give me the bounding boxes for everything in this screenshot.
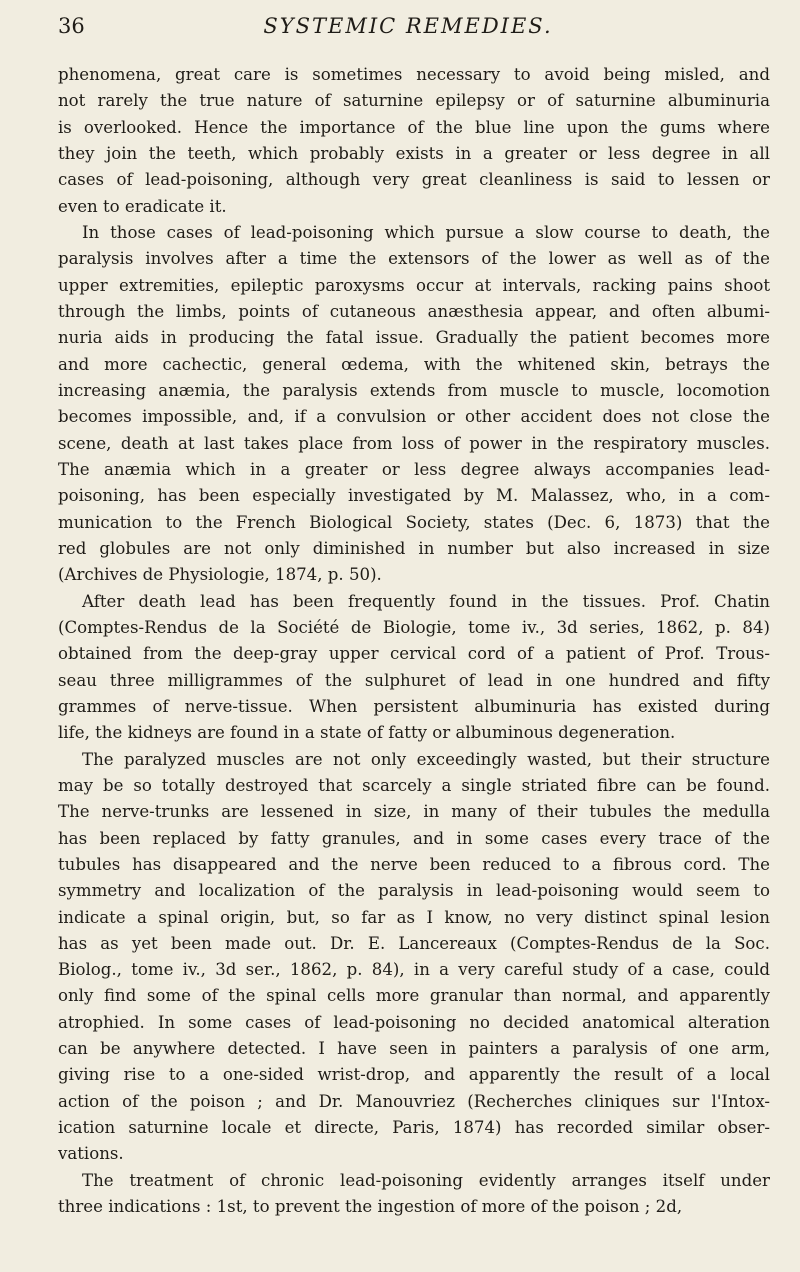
text-line: upper extremities, epileptic paroxysms occur at intervals, racking pains shoot bbox=[58, 275, 770, 295]
text-line: scene, death at last takes place from loss of power in the respiratory muscles. bbox=[58, 433, 770, 453]
text-line: symmetry and localization of the paralysis in lead-poisoning would seem to bbox=[58, 881, 770, 901]
text-line: and more cachectic, general œdema, with the whitened skin, betrays the bbox=[58, 354, 770, 374]
text-line: After death lead has been frequently found in the tissues. Prof. Chatin bbox=[82, 591, 770, 611]
text-line: (Comptes-Rendus de la Société de Biologie, tome iv., 3d series, 1862, p. 84) bbox=[58, 617, 770, 637]
paragraph bbox=[58, 589, 770, 747]
paragraph bbox=[58, 1168, 770, 1221]
text-line: red globules are not only diminished in number but also increased in size bbox=[58, 538, 770, 558]
text-line: indicate a spinal origin, but, so far as I know, no very distinct spinal lesion bbox=[58, 907, 770, 927]
text-line: only find some of the spinal cells more granular than normal, and apparently bbox=[58, 986, 770, 1006]
text-line: not rarely the true nature of saturnine epilepsy or of saturnine albuminuria bbox=[58, 91, 770, 111]
text-line: Biolog., tome iv., 3d ser., 1862, p. 84), in a very careful study of a case, could bbox=[58, 960, 770, 980]
paragraph bbox=[58, 220, 770, 589]
text-line: through the limbs, points of cutaneous anæsthesia appear, and often albumi- bbox=[58, 301, 770, 321]
text-line: obtained from the deep-gray upper cervical cord of a patient of Prof. Trous- bbox=[58, 644, 770, 664]
paragraph bbox=[58, 62, 770, 220]
text-line: even to eradicate it. bbox=[58, 196, 227, 216]
text-line: vations. bbox=[58, 1144, 124, 1164]
text-line: ication saturnine locale et directe, Paris, 1874) has recorded similar obser- bbox=[58, 1118, 770, 1138]
text-line: can be anywhere detected. I have seen in painters a paralysis of one arm, bbox=[58, 1039, 770, 1059]
page-number: 36 bbox=[58, 14, 85, 38]
text-line: The treatment of chronic lead-poisoning evidently arranges itself under bbox=[82, 1170, 770, 1190]
text-line: has been replaced by fatty granules, and in some cases every trace of the bbox=[58, 828, 770, 848]
text-line: life, the kidneys are found in a state of fatty or albuminous degeneration. bbox=[58, 723, 676, 743]
text-line: paralysis involves after a time the extensors of the lower as well as of the bbox=[58, 249, 770, 269]
text-line: poisoning, has been especially investigated by M. Malassez, who, in a com- bbox=[58, 486, 770, 506]
text-line: The paralyzed muscles are not only exceedingly wasted, but their structure bbox=[82, 749, 770, 769]
text-line: may be so totally destroyed that scarcely a single striated fibre can be found. bbox=[58, 775, 770, 795]
text-line: nuria aids in producing the fatal issue. Gradually the patient becomes more bbox=[58, 328, 770, 348]
text-line: phenomena, great care is sometimes necessary to avoid being misled, and bbox=[58, 65, 770, 84]
text-line: (Archives de Physiologie, 1874, p. 50). bbox=[58, 565, 382, 585]
text-line: The nerve-trunks are lessened in size, in many of their tubules the medulla bbox=[58, 802, 770, 822]
text-line: they join the teeth, which probably exists in a greater or less degree in all bbox=[58, 143, 770, 163]
page-header bbox=[58, 14, 758, 40]
text-line: The anæmia which in a greater or less degree always accompanies lead- bbox=[58, 459, 770, 479]
paragraph bbox=[58, 747, 770, 1168]
text-line: has as yet been made out. Dr. E. Lancereaux (Comptes-Rendus de la Soc. bbox=[58, 933, 770, 953]
text-line: In those cases of lead-poisoning which pursue a slow course to death, the bbox=[82, 222, 770, 242]
body-text bbox=[58, 62, 770, 1220]
text-line: grammes of nerve-tissue. When persistent albuminuria has existed during bbox=[58, 696, 770, 716]
text-line: cases of lead-poisoning, although very great cleanliness is said to lessen or bbox=[58, 170, 770, 190]
text-line: three indications : 1st, to prevent the ingestion of more of the poison ; 2d, bbox=[58, 1197, 683, 1217]
text-line: munication to the French Biological Society, states (Dec. 6, 1873) that the bbox=[58, 512, 770, 532]
text-line: tubules has disappeared and the nerve been reduced to a fibrous cord. The bbox=[58, 854, 770, 874]
text-line: atrophied. In some cases of lead-poisoning no decided anatomical alteration bbox=[58, 1012, 770, 1032]
text-line: is overlooked. Hence the importance of the blue line upon the gums where bbox=[58, 117, 770, 137]
text-line: seau three milligrammes of the sulphuret of lead in one hundred and fifty bbox=[58, 670, 770, 690]
text-line: increasing anæmia, the paralysis extends from muscle to muscle, locomotion bbox=[58, 380, 770, 400]
text-line: becomes impossible, and, if a convulsion or other accident does not close the bbox=[58, 407, 770, 427]
running-head: SYSTEMIC REMEDIES. bbox=[263, 14, 553, 38]
text-line: giving rise to a one-sided wrist-drop, and apparently the result of a local bbox=[58, 1065, 770, 1085]
text-line: action of the poison ; and Dr. Manouvriez (Recherches cliniques sur l'Intox- bbox=[58, 1091, 770, 1111]
